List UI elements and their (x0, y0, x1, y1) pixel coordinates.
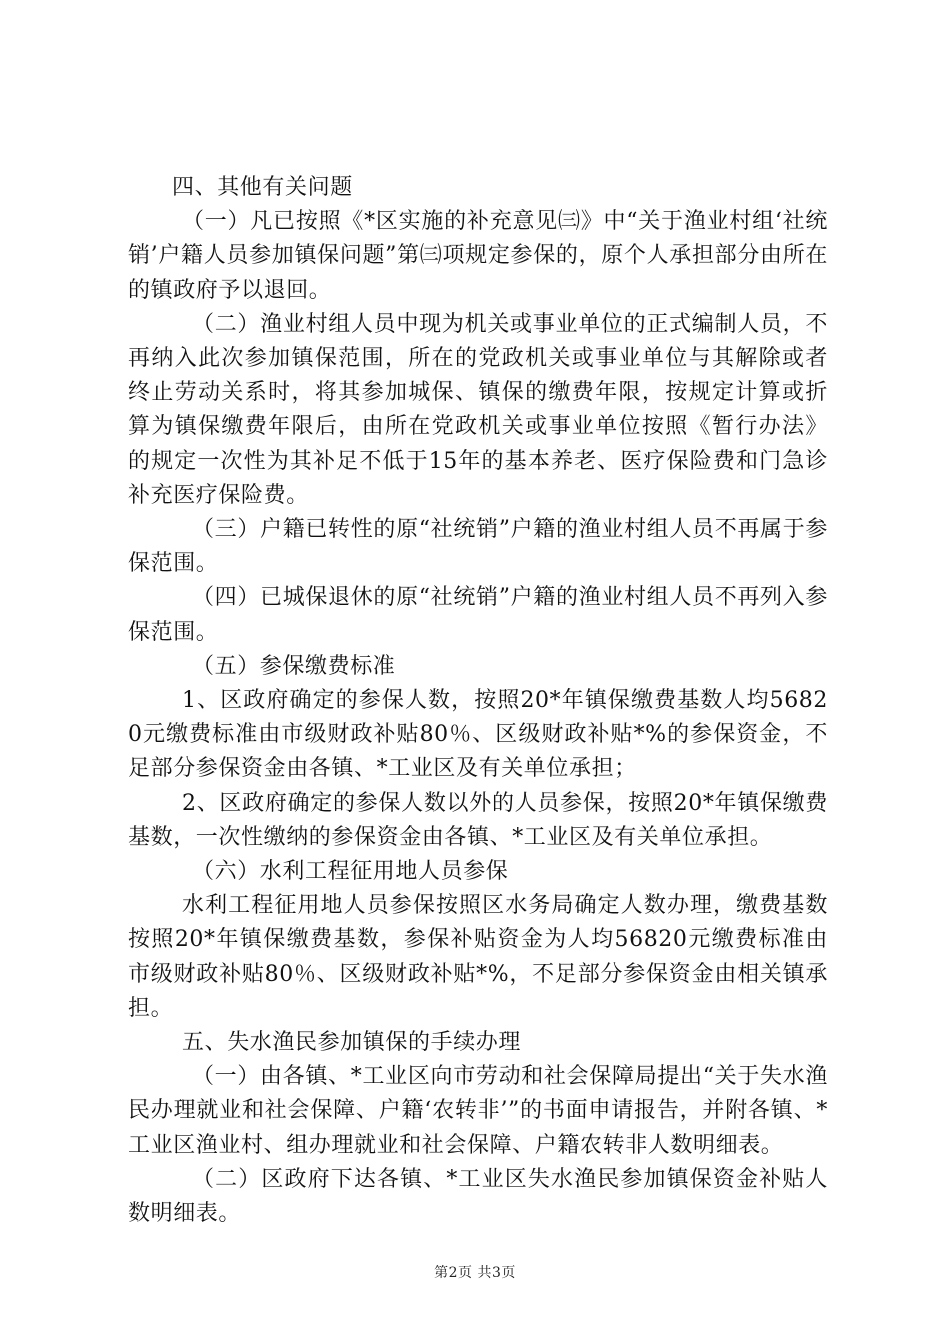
paragraph-water-project: 水利工程征用地人员参保按照区水务局确定人数办理，缴费基数按照20*年镇保缴费基数，参保补贴资金为人均56820元缴费标准由市级财政补贴80％、区级财政补贴*%，不足部分参保资金由相关镇承担。 (128, 893, 828, 1021)
section-heading-other-issues: 四、其他有关问题 (172, 175, 353, 200)
paragraph-standard-2: 2、区政府确定的参保人数以外的人员参保，按照20*年镇保缴费基数，一次性缴纳的参保资金由各镇、*工业区及有关单位承担。 (128, 790, 828, 850)
paragraph-standard-1: 1、区政府确定的参保人数，按照20*年镇保缴费基数人均56820元缴费标准由市级财政补贴80％、区级财政补贴*%的参保资金，不足部分参保资金由各镇、*工业区及有关单位承担； (128, 688, 828, 782)
paragraph-item-1-refund: （一）凡已按照《*区实施的补充意见㈢》中“关于渔业村组‘社统销’户籍人员参加镇保问题”第㈢项规定参保的，原个人承担部分由所在的镇政府予以退回。 (128, 209, 828, 303)
paragraph-item-2-staff: （二）渔业村组人员中现为机关或事业单位的正式编制人员，不再纳入此次参加镇保范围，所在的党政机关或事业单位与其解除或者终止劳动关系时，将其参加城保、镇保的缴费年限，按规定计算或折算为镇保缴费年限后，由所在党政机关或事业单位按照《暂行办法》的规定一次性为其补足不低于15年的基本养老、医疗保险费和门急诊补充医疗保险费。 (128, 311, 828, 508)
page-number-label: 第2页 共3页 (434, 1265, 516, 1281)
subheading-contribution-standard: （五）参保缴费标准 (192, 653, 396, 679)
subheading-water-project: （六）水利工程征用地人员参保 (192, 859, 509, 885)
paragraph-procedure-2: （二）区政府下达各镇、*工业区失水渔民参加镇保资金补贴人数明细表。 (128, 1166, 828, 1227)
section-heading-procedures: 五、失水渔民参加镇保的手续办理 (182, 1030, 522, 1056)
paragraph-procedure-1: （一）由各镇、*工业区向市劳动和社会保障局提出“关于失水渔民办理就业和社会保障、户籍‘农转非’”的书面申请报告，并附各镇、*工业区渔业村、组办理就业和社会保障、户籍农转非人数明细表。 (128, 1064, 828, 1158)
page-footer (0, 1262, 950, 1282)
paragraph-item-4-retired: （四）已城保退休的原“社统销”户籍的渔业村组人员不再列入参保范围。 (128, 585, 828, 645)
paragraph-item-3-converted: （三）户籍已转性的原“社统销”户籍的渔业村组人员不再属于参保范围。 (128, 517, 828, 577)
document-body (128, 171, 828, 1231)
